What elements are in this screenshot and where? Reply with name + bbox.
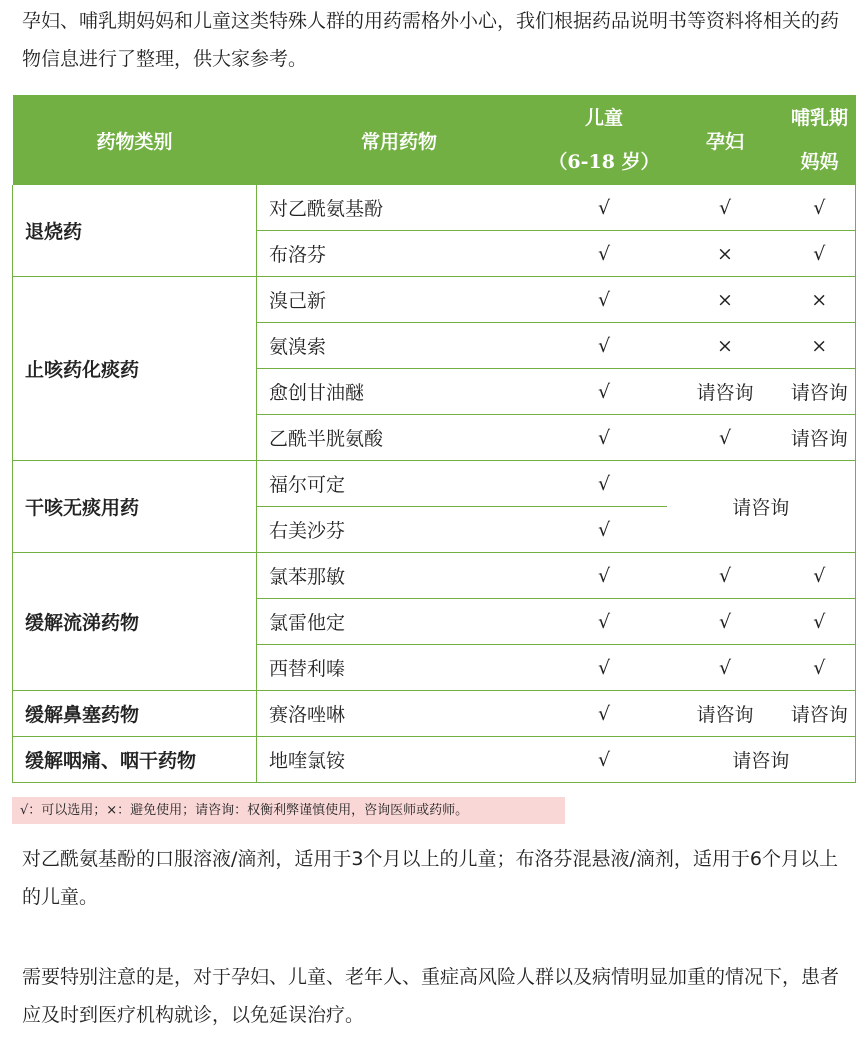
lactating-cell: 请咨询 [784, 369, 856, 415]
medication-table [12, 95, 855, 783]
pregnant-cell: × [667, 323, 784, 369]
category-cell: 退烧药 [13, 185, 257, 277]
table-row [13, 691, 856, 737]
drug-cell: 愈创甘油醚 [257, 369, 542, 415]
children-cell: √ [542, 185, 667, 231]
children-cell: √ [542, 415, 667, 461]
drug-cell: 氨溴索 [257, 323, 542, 369]
pregnant-cell: √ [667, 645, 784, 691]
pregnant-cell: √ [667, 185, 784, 231]
pregnant-cell: × [667, 277, 784, 323]
pregnant-cell: √ [667, 415, 784, 461]
header-category: 药物类别 [13, 95, 257, 185]
pregnant-cell: 请咨询 [667, 369, 784, 415]
drug-cell: 西替利嗪 [257, 645, 542, 691]
lactating-cell: × [784, 277, 856, 323]
pregnant-cell: × [667, 231, 784, 277]
category-cell: 缓解流涕药物 [13, 553, 257, 691]
table-row [13, 461, 856, 507]
lactating-cell: 请咨询 [784, 691, 856, 737]
drug-cell: 右美沙芬 [257, 507, 542, 553]
header-pregnant: 孕妇 [667, 95, 784, 185]
table-row [13, 277, 856, 323]
header-children: 儿童 （6-18 岁） [542, 95, 667, 185]
lactating-cell: × [784, 323, 856, 369]
lactating-cell: √ [784, 231, 856, 277]
drug-cell: 溴己新 [257, 277, 542, 323]
children-cell: √ [542, 277, 667, 323]
children-cell: √ [542, 461, 667, 507]
drug-cell: 布洛芬 [257, 231, 542, 277]
note-paragraph-2: 需要特别注意的是，对于孕妇、儿童、老年人、重症高风险人群以及病情明显加重的情况下，患者应及时到医疗机构就诊，以免延误治疗。 [22, 966, 840, 1026]
children-cell: √ [542, 599, 667, 645]
children-cell: √ [542, 645, 667, 691]
children-cell: √ [542, 691, 667, 737]
merged-advice-cell: 请咨询 [667, 461, 856, 553]
lactating-cell: √ [784, 599, 856, 645]
category-cell: 干咳无痰用药 [13, 461, 257, 553]
children-cell: √ [542, 231, 667, 277]
children-cell: √ [542, 737, 667, 783]
drug-cell: 对乙酰氨基酚 [257, 185, 542, 231]
note-paragraph-1: 对乙酰氨基酚的口服溶液/滴剂，适用于3个月以上的儿童；布洛芬混悬液/滴剂，适用于6个月以上的儿童。 [22, 848, 838, 908]
category-cell: 缓解咽痛、咽干药物 [13, 737, 257, 783]
children-cell: √ [542, 323, 667, 369]
pregnant-cell: √ [667, 553, 784, 599]
merged-advice-cell: 请咨询 [667, 737, 856, 783]
children-cell: √ [542, 553, 667, 599]
intro-paragraph: 孕妇、哺乳期妈妈和儿童这类特殊人群的用药需格外小心，我们根据药品说明书等资料将相关的药物信息进行了整理，供大家参考。 [22, 10, 840, 70]
legend-note: √：可以选用；×：避免使用；请咨询：权衡利弊谨慎使用，咨询医师或药师。 [12, 797, 565, 824]
drug-cell: 地喹氯铵 [257, 737, 542, 783]
pregnant-cell: √ [667, 599, 784, 645]
drug-cell: 赛洛唑啉 [257, 691, 542, 737]
pregnant-cell: 请咨询 [667, 691, 784, 737]
children-cell: √ [542, 369, 667, 415]
table-header-row [13, 95, 856, 185]
drug-cell: 乙酰半胱氨酸 [257, 415, 542, 461]
table-row [13, 737, 856, 783]
lactating-cell: √ [784, 185, 856, 231]
children-cell: √ [542, 507, 667, 553]
category-cell: 缓解鼻塞药物 [13, 691, 257, 737]
lactating-cell: 请咨询 [784, 415, 856, 461]
drug-cell: 氯苯那敏 [257, 553, 542, 599]
lactating-cell: √ [784, 553, 856, 599]
header-drug: 常用药物 [257, 95, 542, 185]
table-row [13, 553, 856, 599]
lactating-cell: √ [784, 645, 856, 691]
drug-cell: 氯雷他定 [257, 599, 542, 645]
table-row [13, 185, 856, 231]
header-lactating: 哺乳期 妈妈 [784, 95, 856, 185]
category-cell: 止咳药化痰药 [13, 277, 257, 461]
drug-cell: 福尔可定 [257, 461, 542, 507]
